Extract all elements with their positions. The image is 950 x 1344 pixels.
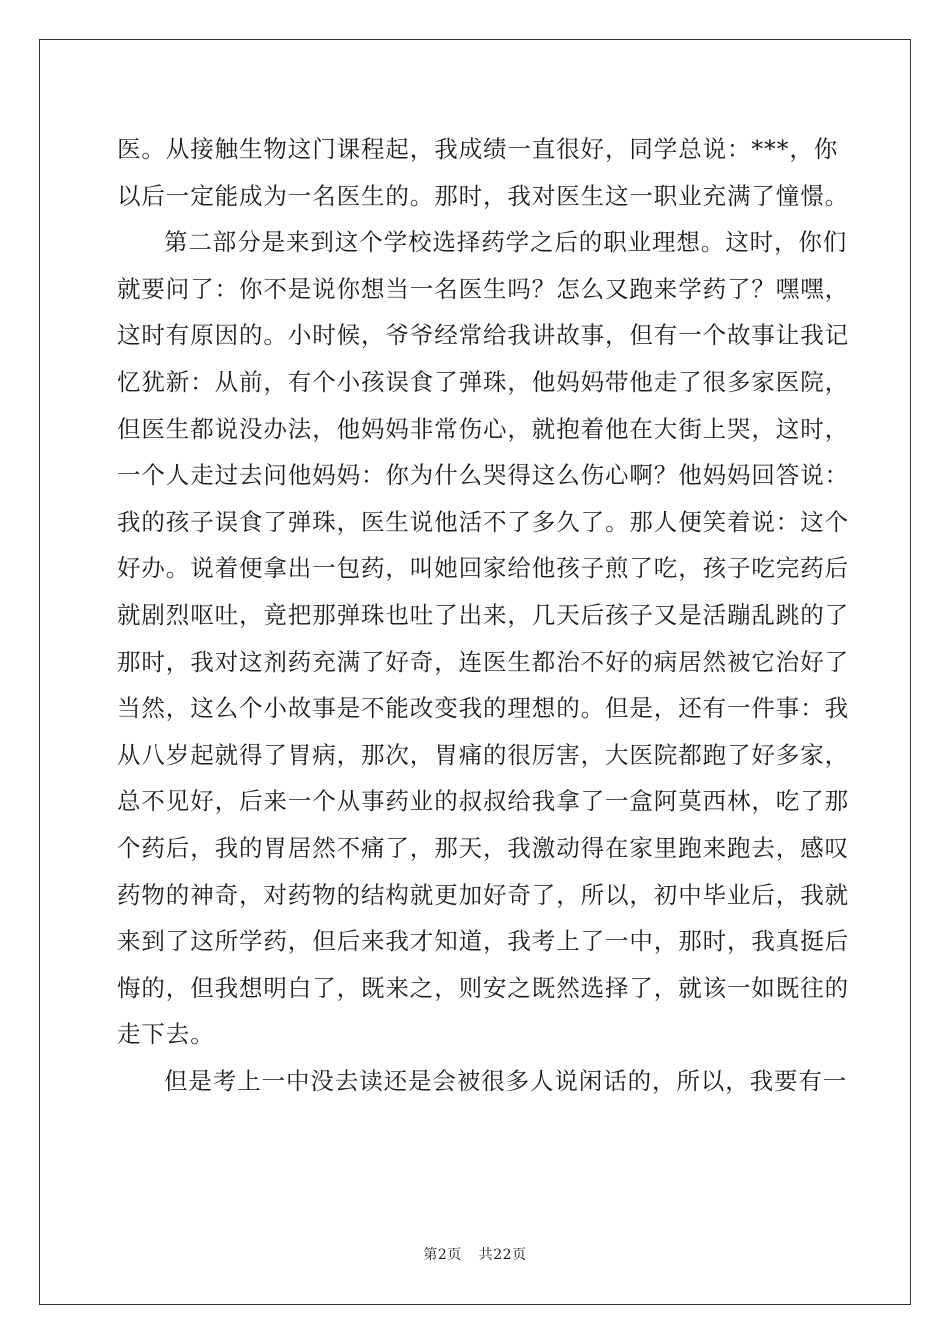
paragraph-start-line: 第二部分是来到这个学校选择药学之后的职业理想。这时，你们	[164, 228, 848, 257]
text-line: 以后一定能成为一名医生的。那时，我对医生这一职业充满了憧憬。	[117, 181, 849, 210]
page-footer	[0, 1244, 950, 1264]
text-line: 总不见好，后来一个从事药业的叔叔给我拿了一盒阿莫西林，吃了那	[117, 787, 849, 816]
page-total: 共22页	[478, 1247, 527, 1263]
text-line: 那时，我对这剂药充满了好奇，连医生都治不好的病居然被它治好了	[117, 647, 849, 676]
text-line: 从八岁起就得了胃病，那次，胃痛的很厉害，大医院都跑了好多家，	[117, 740, 849, 769]
text-line: 好办。说着便拿出一包药，叫她回家给他孩子煎了吃，孩子吃完药后	[117, 554, 849, 583]
text-line: 医。从接触生物这门课程起，我成绩一直很好，同学总说：***，你	[117, 135, 839, 163]
text-line: 就要问了：你不是说你想当一名医生吗？怎么又跑来学药了？嘿嘿，	[117, 274, 849, 303]
text-line: 一个人走过去问他妈妈：你为什么哭得这么伤心啊？他妈妈回答说：	[117, 461, 849, 490]
text-line: 就剧烈呕吐，竟把那弹珠也吐了出来，几天后孩子又是活蹦乱跳的了	[117, 600, 849, 629]
page-number: 第2页	[423, 1247, 462, 1263]
text-line: 忆犹新：从前，有个小孩误食了弹珠，他妈妈带他走了很多家医院，	[117, 367, 849, 396]
paragraph-start-line: 但是考上一中没去读还是会被很多人说闲话的，所以，我要有一	[164, 1066, 848, 1095]
text-line: 个药后，我的胃居然不痛了，那天，我激动得在家里跑来跑去，感叹	[117, 833, 849, 862]
text-line: 悔的，但我想明白了，既来之，则安之既然选择了，就该一如既往的	[117, 973, 849, 1002]
document-body	[117, 126, 849, 1104]
text-line: 走下去。	[117, 1020, 215, 1049]
text-line: 药物的神奇，对药物的结构就更加好奇了，所以，初中毕业后，我就	[117, 880, 849, 909]
text-line: 这时有原因的。小时候，爷爷经常给我讲故事，但有一个故事让我记	[117, 321, 849, 350]
text-line: 当然，这么个小故事是不能改变我的理想的。但是，还有一件事：我	[117, 694, 849, 723]
text-line: 来到了这所学药，但后来我才知道，我考上了一中，那时，我真挺后	[117, 927, 849, 956]
text-line: 但医生都说没办法，他妈妈非常伤心，就抱着他在大街上哭，这时，	[117, 414, 849, 443]
text-line: 我的孩子误食了弹珠，医生说他活不了多久了。那人便笑着说：这个	[117, 507, 849, 536]
